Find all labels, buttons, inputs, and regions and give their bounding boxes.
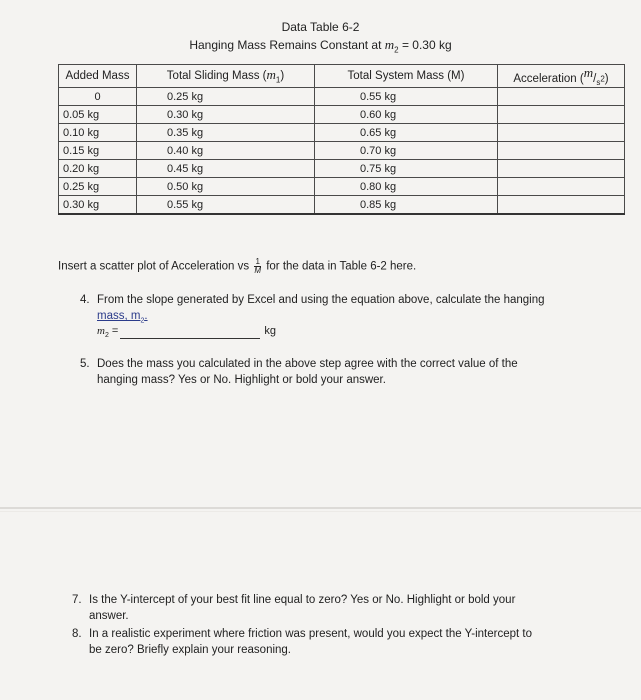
cell-acceleration[interactable] [498,178,625,196]
cell-acceleration[interactable] [498,106,625,124]
question-4-text: From the slope generated by Excel and using the equation above, calculate the hanging [97,294,545,306]
table-row [59,106,625,124]
cell-system[interactable]: 0.60 kg [315,106,498,124]
cell-sliding[interactable]: 0.55 kg [137,196,315,215]
cell-sliding[interactable]: 0.25 kg [137,88,315,106]
header-sliding-var: m [266,67,276,83]
header-accel-unit-exp: 2 [600,74,605,84]
header-accel-label: Acceleration [513,72,577,85]
answer-equals: = [111,325,119,337]
data-table [58,64,625,215]
fraction-one-over-m [254,258,261,275]
table-row [59,142,625,160]
header-system-mass: Total System Mass (M) [315,65,498,88]
question-8-line1: In a realistic experiment where friction was present, would you expect the Y-intercept to [89,628,532,640]
cell-system[interactable]: 0.75 kg [315,160,498,178]
header-accel-unit-num: m [583,65,594,80]
table-row [59,124,625,142]
question-7-number: 7. [72,594,82,606]
question-5-number: 5. [80,358,90,370]
table-row [59,178,625,196]
answer-unit: kg [264,325,276,337]
table-header-row [59,65,625,88]
cell-added[interactable]: 0.30 kg [59,196,137,215]
cell-added[interactable]: 0 [59,88,137,106]
answer-var: m [97,325,105,337]
cell-added[interactable]: 0.05 kg [59,106,137,124]
mass-link-sub: 2 [140,317,145,325]
subtitle-suffix: = 0.30 kg [401,38,452,52]
table-row [59,160,625,178]
insert-suffix: for the data in Table 6-2 here. [266,260,417,273]
header-sliding-label: Total Sliding Mass [166,70,260,83]
table-row [59,88,625,106]
fraction-numerator: 1 [255,257,260,266]
question-7-line2: answer. [89,610,129,622]
question-5-line1: Does the mass you calculated in the above step agree with the correct value of the [97,358,518,370]
question-8 [72,626,592,658]
question-4-number: 4. [80,294,90,306]
mass-m2-link[interactable] [97,310,148,325]
cell-added[interactable]: 0.20 kg [59,160,137,178]
question-8-number: 8. [72,628,82,640]
insert-plot-instruction [58,258,416,275]
table-title: Data Table 6-2 [281,20,360,34]
m2-answer-line [97,325,276,339]
table-row [59,196,625,215]
question-5 [80,356,580,388]
cell-acceleration[interactable] [498,160,625,178]
header-sliding-mass: Total Sliding Mass $(m_1)$ [137,65,315,88]
question-5-line2: hanging mass? Yes or No. Highlight or bold your answer. [97,374,386,386]
cell-sliding[interactable]: 0.30 kg [137,106,315,124]
mass-link-text: mass, m [97,310,141,322]
cell-sliding[interactable]: 0.50 kg [137,178,315,196]
page-divider-shadow [0,511,641,512]
cell-system[interactable]: 0.85 kg [315,196,498,215]
cell-system[interactable]: 0.65 kg [315,124,498,142]
cell-sliding[interactable]: 0.40 kg [137,142,315,160]
cell-acceleration[interactable] [498,88,625,106]
insert-prefix: Insert a scatter plot of Acceleration vs [58,260,250,273]
cell-sliding[interactable]: 0.35 kg [137,124,315,142]
page-divider [0,507,641,509]
cell-acceleration[interactable] [498,124,625,142]
cell-system[interactable]: 0.70 kg [315,142,498,160]
header-added-mass: Added Mass [59,65,137,88]
question-7-line1: Is the Y-intercept of your best fit line equal to zero? Yes or No. Highlight or bold your [89,594,516,606]
subtitle-var: m [384,37,395,52]
header-acceleration: Acceleration $(^m/_{s^2})$ [498,65,625,88]
cell-sliding[interactable]: 0.45 kg [137,160,315,178]
question-8-line2: be zero? Briefly explain your reasoning. [89,644,292,656]
cell-added[interactable]: 0.10 kg [59,124,137,142]
subtitle-prefix: Hanging Mass Remains Constant at [189,38,382,52]
cell-added[interactable]: 0.25 kg [59,178,137,196]
answer-sub: 2 [104,332,109,340]
cell-acceleration[interactable] [498,196,625,215]
header-sliding-sub: 1 [275,75,281,85]
question-4 [80,292,580,329]
cell-acceleration[interactable] [498,142,625,160]
subtitle-sub: 2 [394,45,399,55]
fraction-denominator: M [254,266,261,275]
table-subtitle [0,37,641,54]
question-7 [72,592,592,624]
m2-answer-blank[interactable] [120,327,260,339]
cell-system[interactable]: 0.80 kg [315,178,498,196]
cell-added[interactable]: 0.15 kg [59,142,137,160]
cell-system[interactable]: 0.55 kg [315,88,498,106]
header-accel-unit-den: s [596,78,601,88]
mass-link-end: . [144,310,148,322]
